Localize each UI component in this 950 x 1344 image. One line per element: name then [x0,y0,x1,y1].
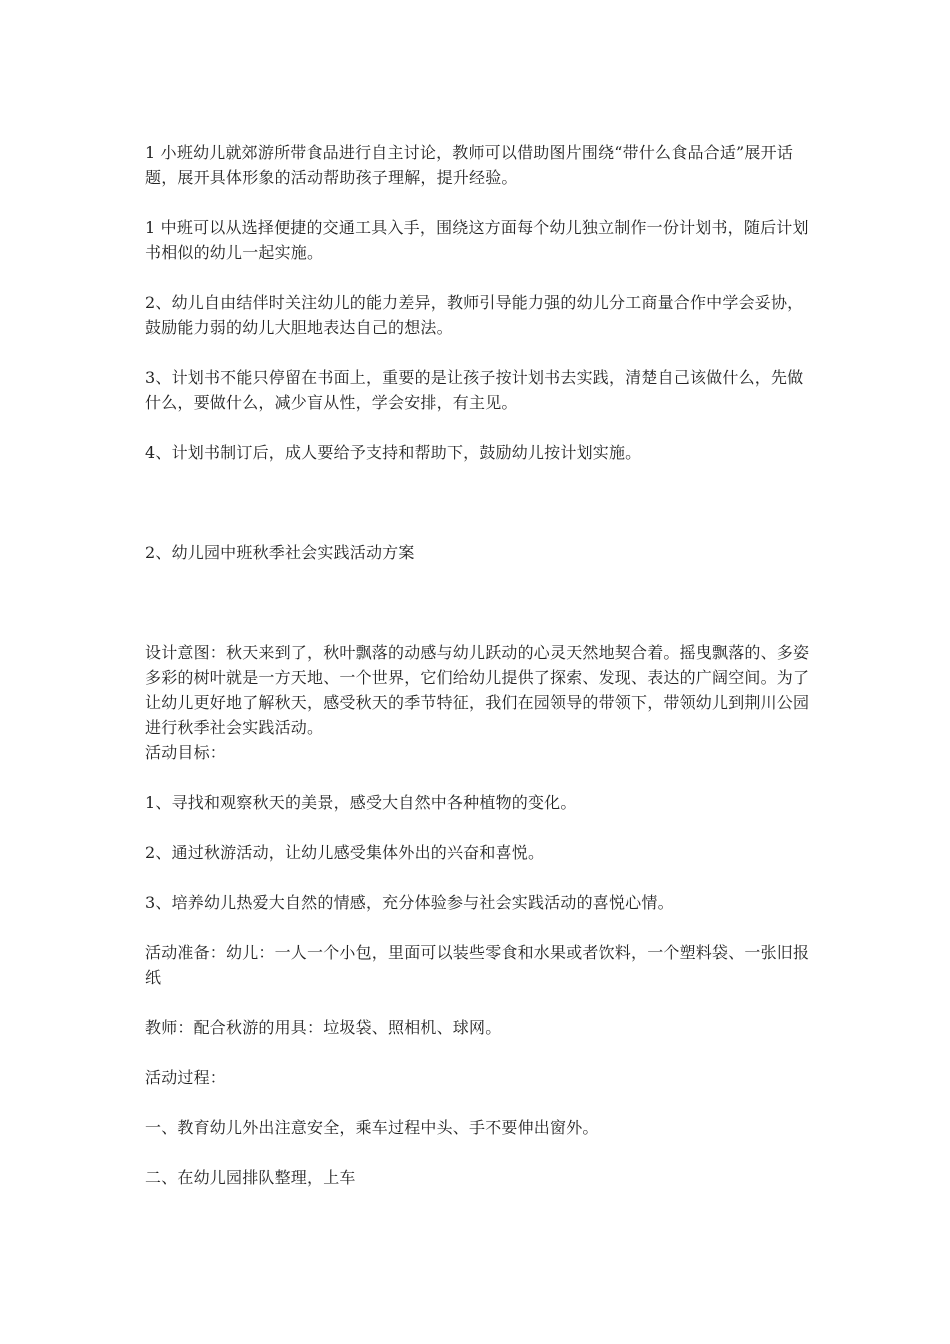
paragraph-small-class-food: 1 小班幼儿就郊游所带食品进行自主讨论，教师可以借助图片围绕“带什么食品合适”展开话题，展开具体形象的活动帮助孩子理解，提升经验。 [145,143,794,187]
goal-item-3: 3、培养幼儿热爱大自然的情感，充分体验参与社会实践活动的喜悦心情。 [145,893,674,912]
paragraph-adult-support: 4、计划书制订后，成人要给予支持和帮助下，鼓励幼儿按计划实施。 [145,443,642,462]
paragraph-design-intent: 设计意图：秋天来到了，秋叶飘落的动感与幼儿跃动的心灵天然地契合着。摇曳飘落的、多姿多彩的树叶就是一方天地、一个世界，它们给幼儿提供了探索、发现、表达的广阔空间。为了让幼儿更好地了解秋天，感受秋天的季节特征，我们在园领导的带领下，带领幼儿到荆川公园进行秋季社会实践活动。 [145,643,810,737]
label-activity-process: 活动过程： [145,1068,227,1087]
goal-item-2: 2、通过秋游活动，让幼儿感受集体外出的兴奋和喜悦。 [145,843,545,862]
process-step-2: 二、在幼儿园排队整理，上车 [145,1168,356,1187]
paragraph-plan-practice: 3、计划书不能只停留在书面上，重要的是让孩子按计划书去实践，清楚自己该做什么，先做什么，要做什么，减少盲从性，学会安排，有主见。 [145,368,804,412]
goal-item-1: 1、寻找和观察秋天的美景，感受大自然中各种植物的变化。 [145,793,577,812]
paragraph-middle-class-transport: 1 中班可以从选择便捷的交通工具入手，围绕这方面每个幼儿独立制作一份计划书，随后计划书相似的幼儿一起实施。 [145,218,809,262]
paragraph-preparation: 活动准备：幼儿：一人一个小包，里面可以装些零食和水果或者饮料，一个塑料袋、一张旧报纸 [145,943,810,987]
paragraph-teacher-tools: 教师：配合秋游的用具：垃圾袋、照相机、球网。 [145,1018,502,1037]
section-heading: 2、幼儿园中班秋季社会实践活动方案 [145,543,415,562]
process-step-1: 一、教育幼儿外出注意安全，乘车过程中头、手不要伸出窗外。 [145,1118,599,1137]
label-activity-goals: 活动目标： [145,743,227,762]
paragraph-ability-difference: 2、幼儿自由结伴时关注幼儿的能力差异，教师引导能力强的幼儿分工商量合作中学会妥协，鼓励能力弱的幼儿大胆地表达自己的想法。 [145,293,804,337]
